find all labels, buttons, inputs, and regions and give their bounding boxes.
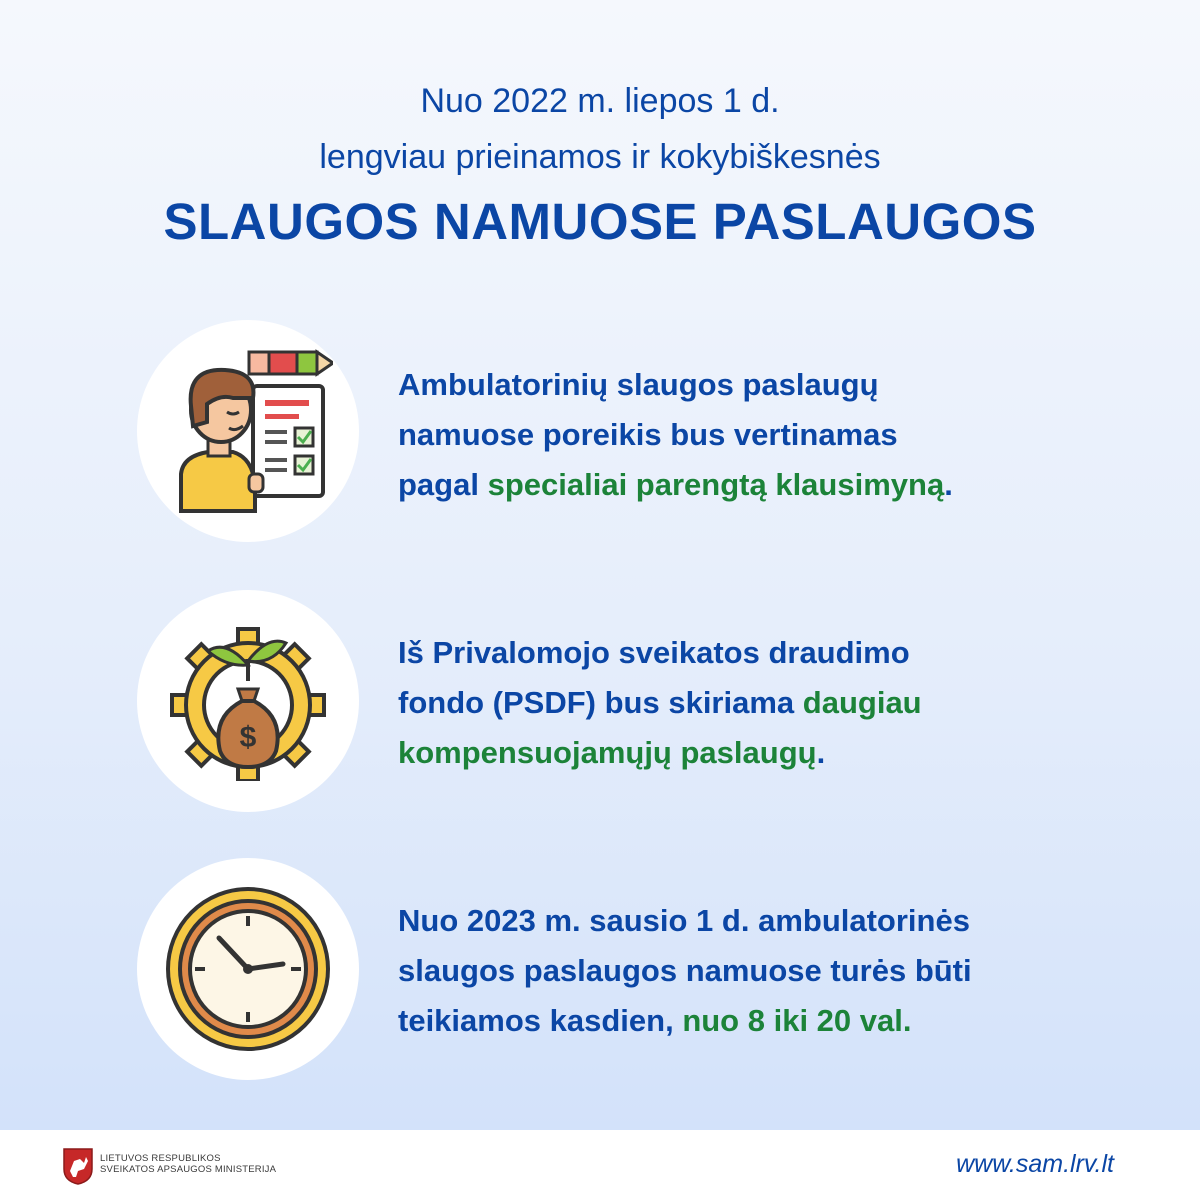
text-segment: . <box>944 467 953 502</box>
item-text-schedule <box>398 896 1098 1046</box>
person-with-checklist-icon <box>163 346 333 516</box>
text-segment: pagal <box>398 467 488 502</box>
svg-text:$: $ <box>239 721 257 754</box>
text-segment: Ambulatorinių slaugos paslaugų <box>398 367 879 402</box>
ministry-name <box>100 1153 276 1175</box>
icon-circle-money <box>137 590 359 812</box>
money-bag-gear-icon <box>168 621 328 781</box>
text-line <box>398 896 1098 946</box>
text-segment: . <box>816 735 826 770</box>
text-line <box>398 460 1098 510</box>
highlighted-text: daugiau <box>802 685 922 720</box>
highlighted-text: kompensuojamųjų paslaugų <box>398 735 817 770</box>
text-segment: slaugos paslaugos namuose turės būti <box>398 953 972 988</box>
text-line <box>398 360 1098 410</box>
page-title: SLAUGOS NAMUOSE PASLAUGOS <box>163 193 1037 250</box>
ministry-line: LIETUVOS RESPUBLIKOS <box>100 1153 221 1164</box>
text-segment: Nuo 2023 m. sausio 1 d. ambulatorinės <box>398 903 970 938</box>
clock-icon <box>163 884 333 1054</box>
coat-of-arms-logo <box>62 1147 94 1185</box>
text-line <box>398 728 1098 778</box>
highlighted-text: specialiai parengtą klausimyną <box>487 467 945 502</box>
text-line <box>398 678 1098 728</box>
text-segment: Iš Privalomojo sveikatos draudimo <box>398 635 910 670</box>
text-line <box>398 410 1098 460</box>
item-text-psdf <box>398 628 1098 778</box>
ministry-line: SVEIKATOS APSAUGOS MINISTERIJA <box>100 1164 277 1175</box>
header-subtitle: lengviau prieinamos ir kokybiškesnės <box>319 138 881 176</box>
text-line <box>398 996 1098 1046</box>
text-line <box>398 628 1098 678</box>
item-text-assessment <box>398 360 1098 510</box>
text-line <box>398 946 1098 996</box>
text-segment: namuose poreikis bus vertinamas <box>398 417 898 452</box>
highlighted-text: nuo 8 iki 20 val. <box>682 1003 912 1038</box>
text-segment: teikiamos kasdien, <box>398 1003 683 1038</box>
icon-circle-checklist <box>137 320 359 542</box>
header-date-line: Nuo 2022 m. liepos 1 d. <box>420 82 780 120</box>
text-segment: fondo (PSDF) bus skiriama <box>398 685 803 720</box>
website-link[interactable]: www.sam.lrv.lt <box>956 1150 1114 1178</box>
icon-circle-clock <box>137 858 359 1080</box>
